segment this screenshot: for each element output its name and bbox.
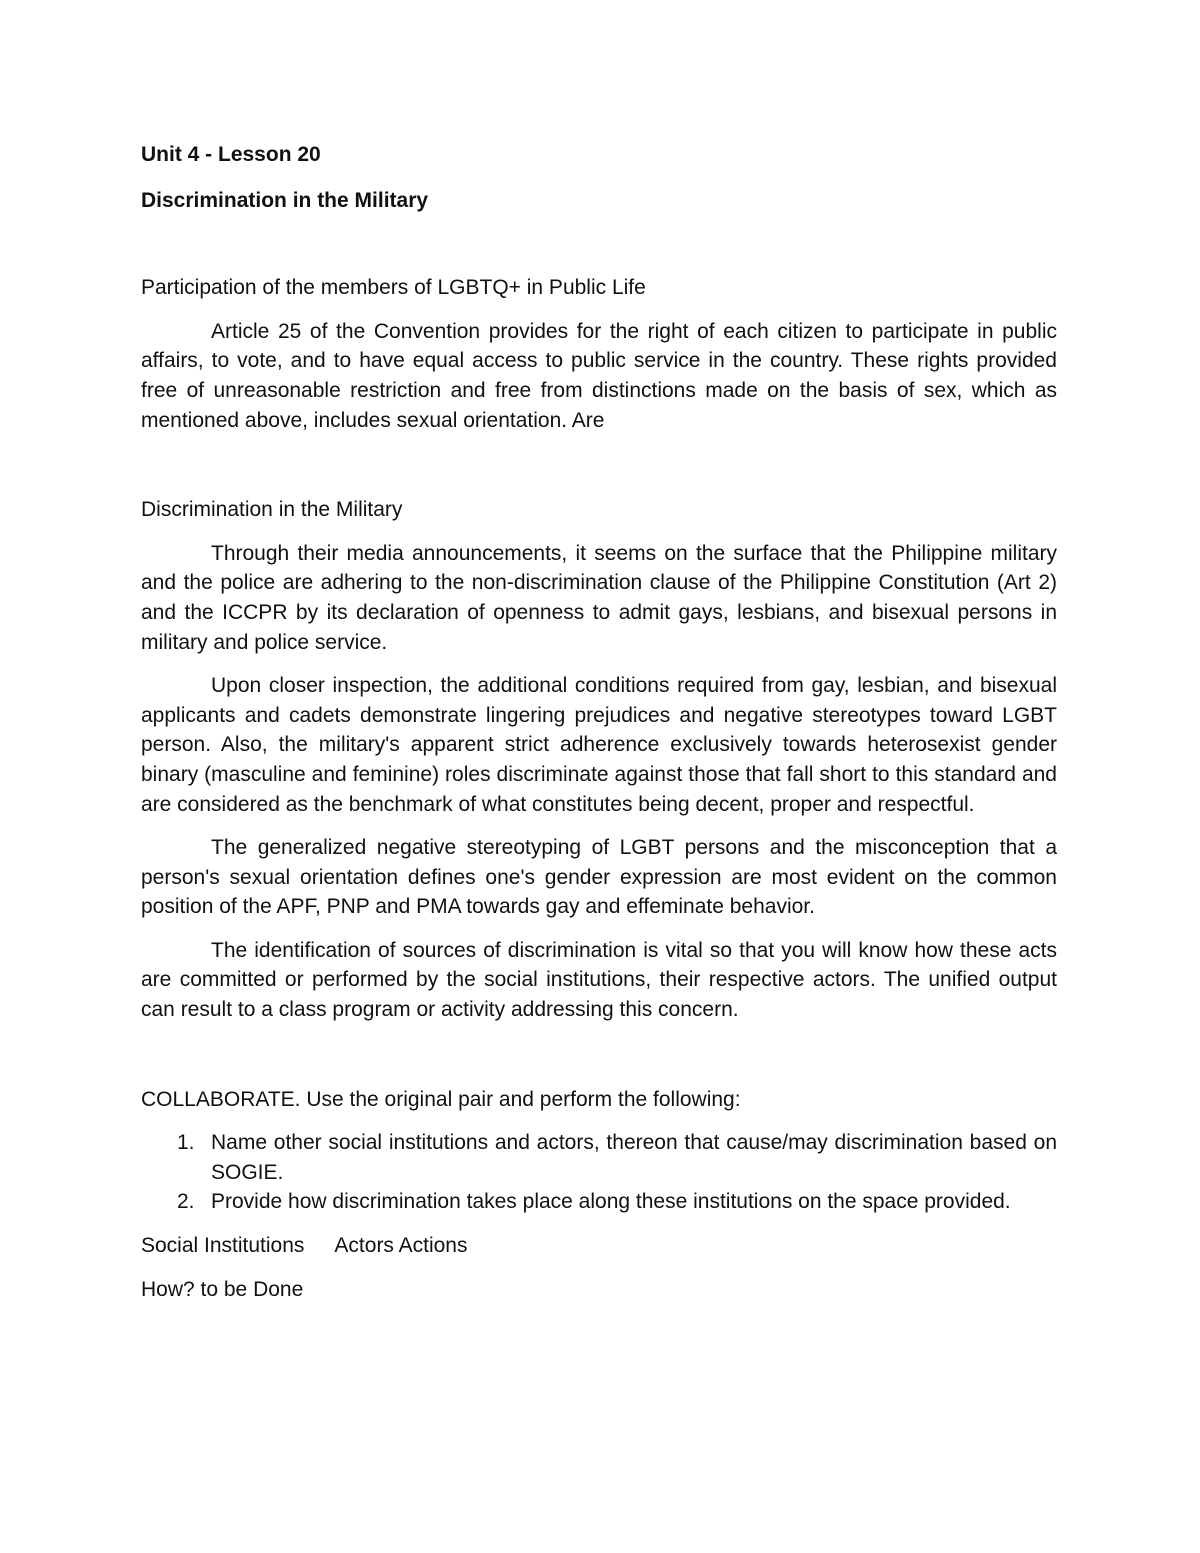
section-heading-participation: Participation of the members of LGBTQ+ in Public Life bbox=[141, 276, 646, 300]
list-item-text: Name other social institutions and actors, thereon that cause/may discrimination based on SOGIE. bbox=[211, 1131, 1057, 1184]
paragraph-identification: The identification of sources of discrimination is vital so that you will know how these acts are committed or performed by the social institutions, their respective actors. The unified output can result to a class program or activity addressing this concern. bbox=[141, 938, 1057, 1022]
list-item bbox=[141, 1187, 1057, 1217]
task-list bbox=[141, 1128, 1057, 1217]
followup-line: How? to be Done bbox=[141, 1277, 304, 1301]
activity-instruction: COLLABORATE. Use the original pair and perform the following: bbox=[141, 1087, 741, 1111]
list-item-number: 2. bbox=[177, 1190, 195, 1214]
document-page bbox=[141, 140, 1057, 1304]
paragraph-article-25: Article 25 of the Convention provides for the right of each citizen to participate in public affairs, to vote, and to have equal access to public service in the country. These rights provided free of unreasonable restriction and free from distinctions made on the basis of sex, which as mentioned above, includes sexual orientation. Are bbox=[141, 319, 1057, 432]
list-item-number: 1. bbox=[177, 1131, 195, 1155]
paragraph-media-announcements: Through their media announcements, it seems on the surface that the Philippine military and the police are adhering to the non-discrimination clause of the Philippine Constitution (Art 2) and the ICCPR by its declaration of openness to admit gays, lesbians, and bisexual persons in military and police service. bbox=[141, 541, 1057, 654]
column-social-institutions: Social Institutions bbox=[141, 1234, 305, 1258]
paragraph-negative-stereotyping: The generalized negative stereotyping of LGBT persons and the misconception that a person's sexual orientation defines one's gender expression are most evident on the common position of the APF, PNP and PMA towards gay and effeminate behavior. bbox=[141, 836, 1057, 919]
paragraph-closer-inspection: Upon closer inspection, the additional conditions required from gay, lesbian, and bisexual applicants and cadets demonstrate lingering prejudices and negative stereotypes toward LGBT person. Also, the military's apparent strict adherence exclusively towards heterosexist gender binary (masculine and feminine) roles discriminate against those that fall short to this standard and are considered as the benchmark of what constitutes being decent, proper and respectful. bbox=[141, 674, 1057, 816]
lesson-title: Unit 4 - Lesson 20 bbox=[141, 143, 321, 166]
column-labels bbox=[141, 1231, 1057, 1261]
lesson-topic: Discrimination in the Military bbox=[141, 188, 429, 212]
list-item-text: Provide how discrimination takes place along these institutions on the space provided. bbox=[211, 1190, 1011, 1214]
column-actors-actions: Actors Actions bbox=[334, 1234, 468, 1258]
section-heading-military: Discrimination in the Military bbox=[141, 498, 403, 522]
list-item bbox=[141, 1128, 1057, 1187]
